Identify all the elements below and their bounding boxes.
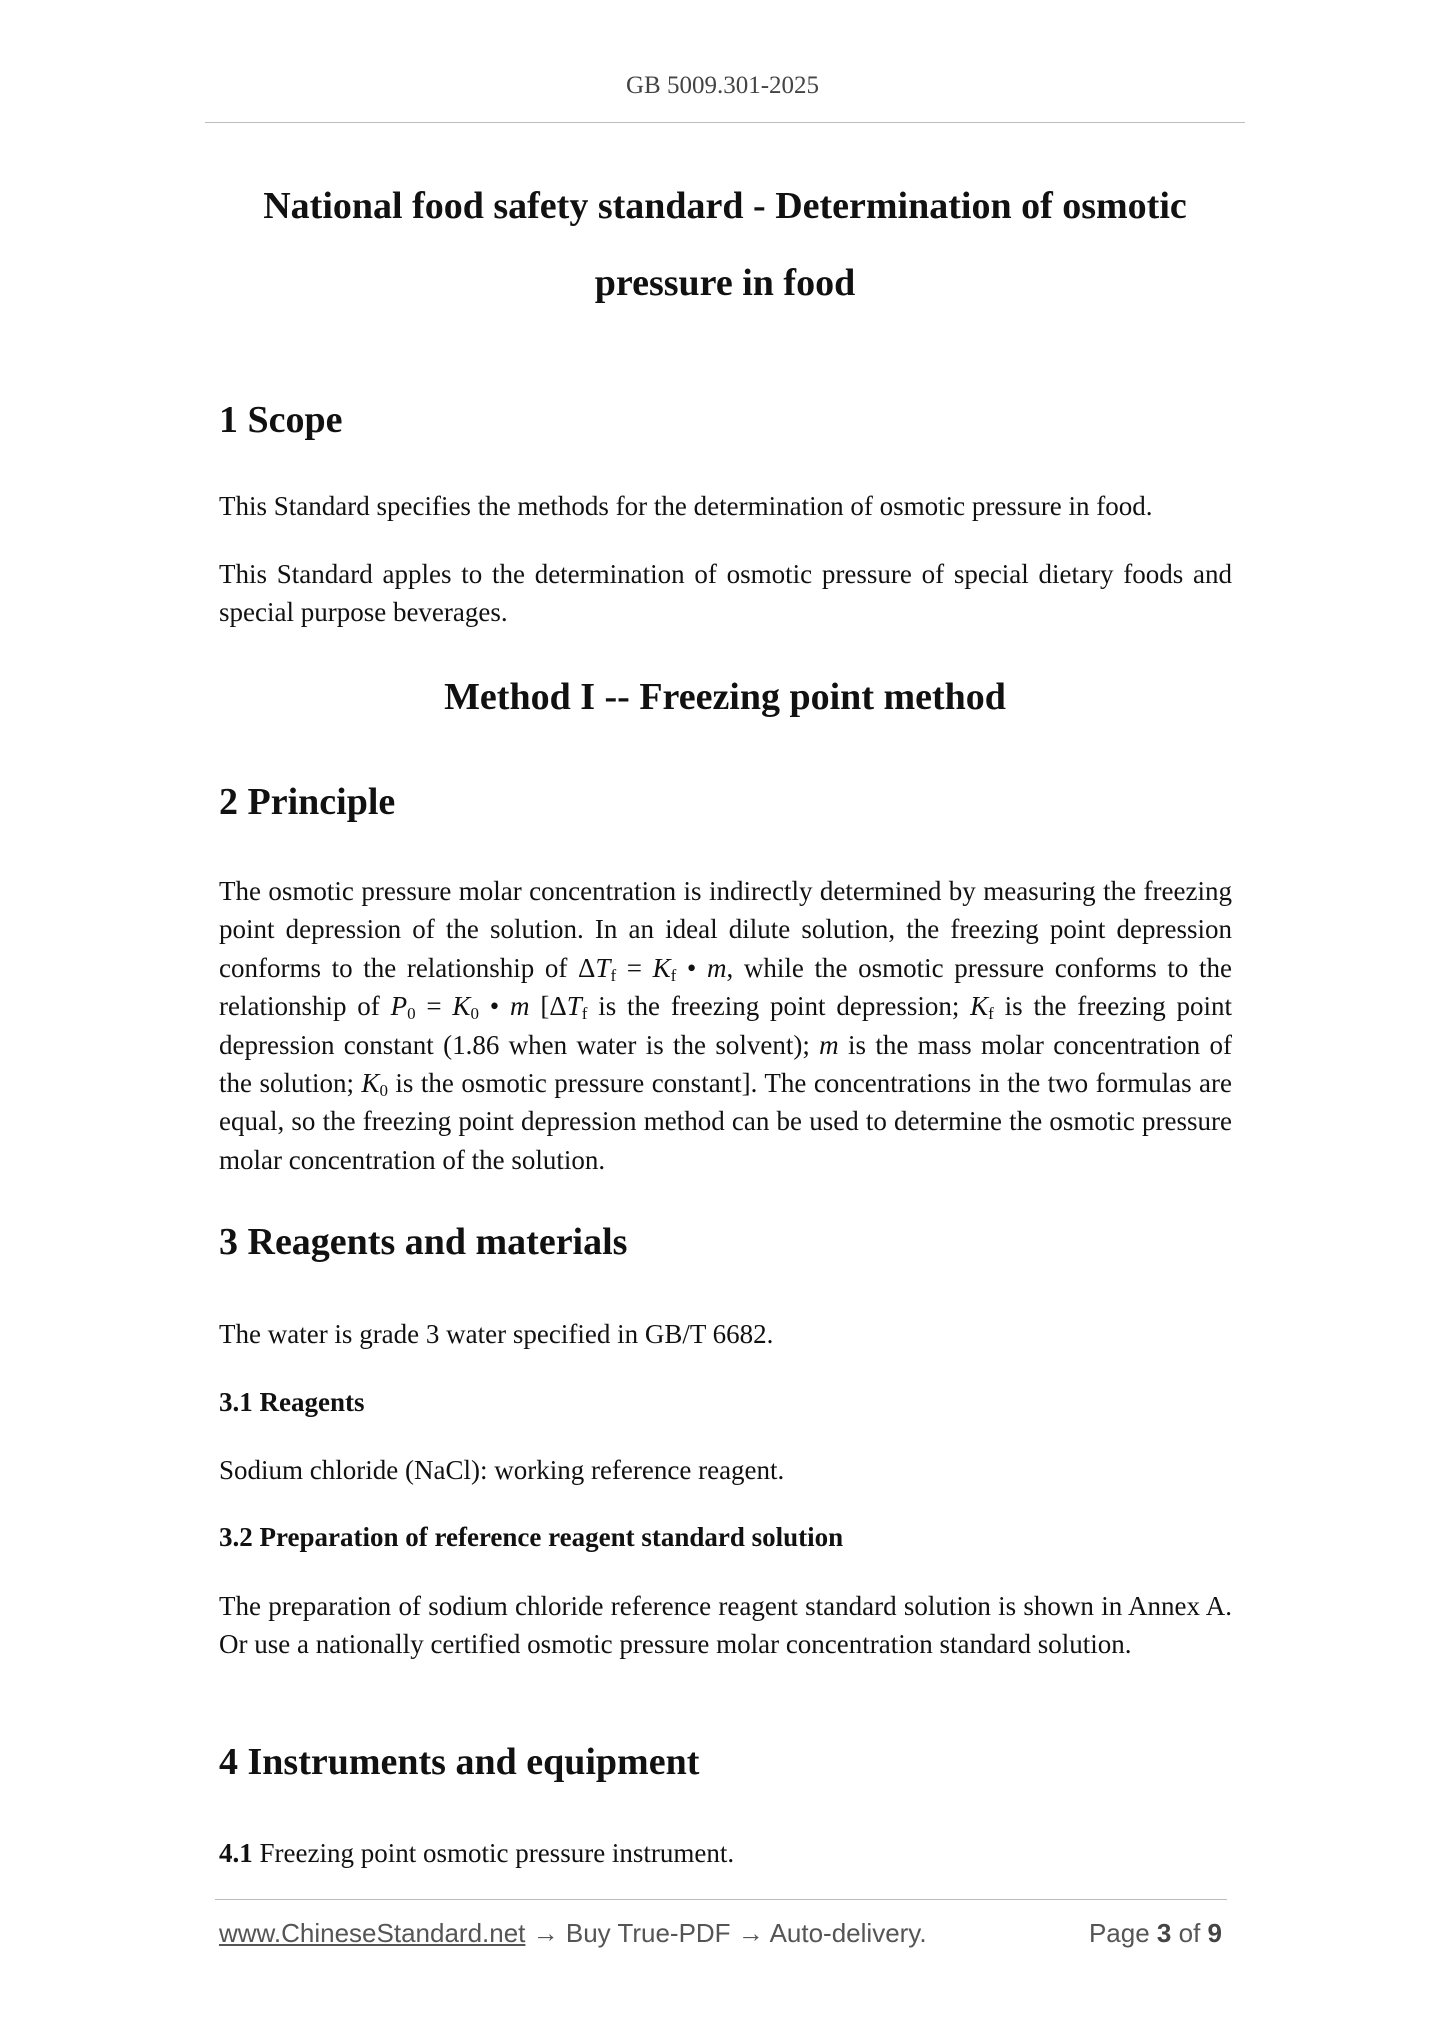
section-heading-scope: 1 Scope xyxy=(219,399,343,441)
header-divider xyxy=(205,122,1245,123)
section-heading-instruments: 4 Instruments and equipment xyxy=(219,1741,700,1783)
footer-site-link[interactable]: www.ChineseStandard.net xyxy=(219,1918,526,1948)
reagents-paragraph: The water is grade 3 water specified in GB/T 6682. xyxy=(219,1319,774,1349)
document-title-line1: National food safety standard - Determination of osmotic xyxy=(263,185,1187,227)
instrument-item-text: Freezing point osmotic pressure instrument. xyxy=(252,1838,735,1868)
section-heading-principle: 2 Principle xyxy=(219,781,396,823)
footer-divider xyxy=(215,1899,1227,1900)
scope-paragraph-2: This Standard apples to the determination of osmotic pressure of special dietary foods and special purpose beverages. xyxy=(219,559,1232,628)
subsection-heading-preparation: 3.2 Preparation of reference reagent standard solution xyxy=(219,1522,844,1552)
document-header-code: GB 5009.301-2025 xyxy=(625,72,820,99)
principle-paragraph: The osmotic pressure molar concentration is indirectly determined by measuring the freezing point depression of the solution. In an ideal dilute solution, the freezing point depression conforms to the relationship of ΔTf = Kf • m, while the osmotic pressure conforms to the relationship of P0 = K0 • m [ΔTf is the freezing point depression; Kf is the freezing point depression constant (1.86 when water is the solvent); m is the mass molar concentration of the solution; K0 is the osmotic pressure constant]. The concentrations in the two formulas are equal, so the freezing point depression method can be used to determine the osmotic pressure molar concentration of the solution. xyxy=(219,876,1233,1175)
page-number: Page 3 of 9 xyxy=(1088,1918,1222,1948)
section-heading-reagents: 3 Reagents and materials xyxy=(219,1221,628,1263)
instrument-item-number: 4.1 xyxy=(219,1838,253,1868)
page-number-current: 3 xyxy=(1156,1918,1172,1948)
preparation-paragraph: The preparation of sodium chloride reference reagent standard solution is shown in Annex A. Or use a nationally certified osmotic pressure molar concentration standard solution. xyxy=(219,1591,1232,1660)
page-number-total: 9 xyxy=(1207,1918,1222,1948)
subsection-heading-reagents: 3.1 Reagents xyxy=(219,1387,365,1417)
document-title xyxy=(205,168,1245,322)
document-title-line2: pressure in food xyxy=(594,262,856,304)
scope-paragraph-1: This Standard specifies the methods for the determination of osmotic pressure in food. xyxy=(219,491,1153,521)
reagents-item-text: Sodium chloride (NaCl): working reference reagent. xyxy=(219,1455,785,1485)
page-footer xyxy=(219,1918,1222,1954)
method-title: Method I -- Freezing point method xyxy=(444,676,1006,718)
instrument-item xyxy=(219,1834,1232,1872)
footer-tagline: → Buy True-PDF → Auto-delivery. xyxy=(525,1918,927,1948)
